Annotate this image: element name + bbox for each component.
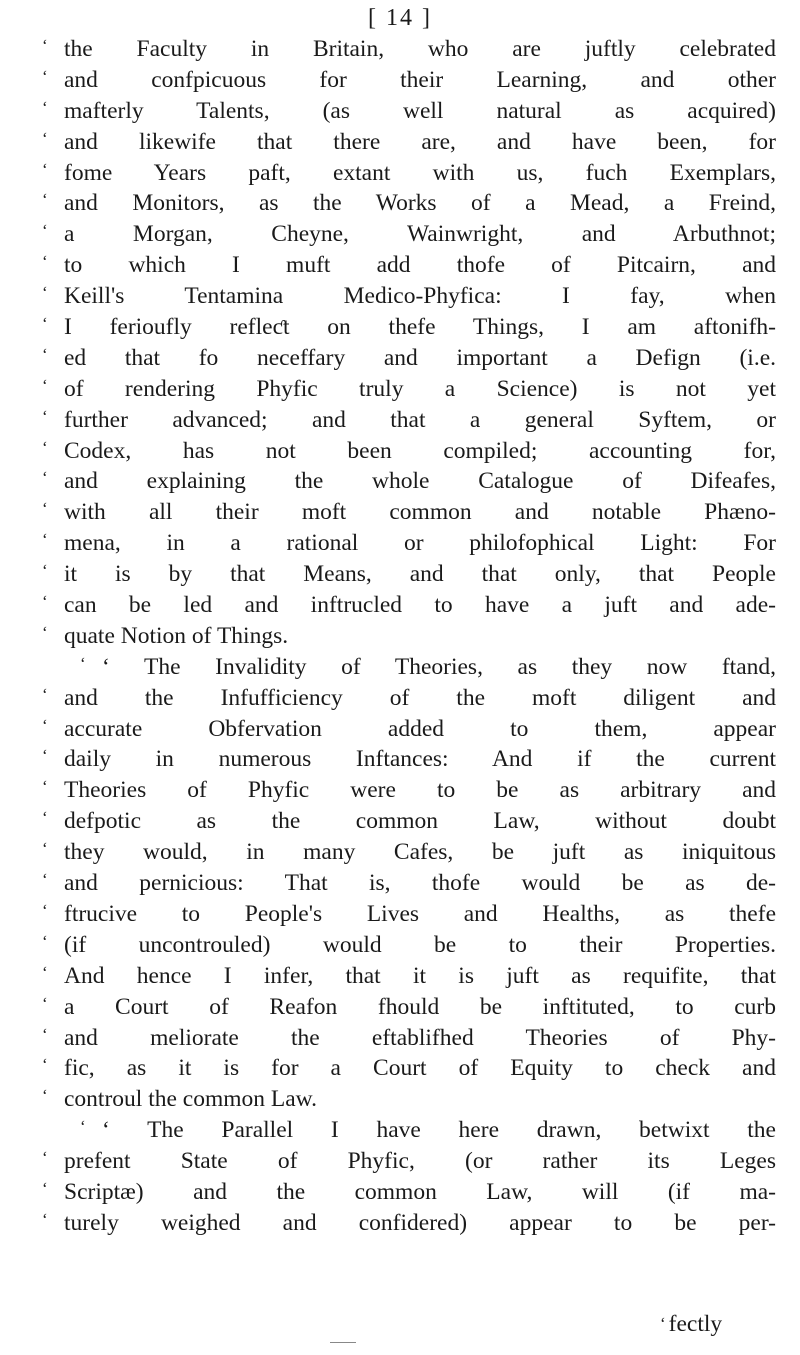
quote-mark: ‘ (80, 653, 86, 673)
text-line (36, 281, 776, 312)
text-line (36, 652, 776, 683)
quote-mark: ‘ (42, 1148, 48, 1168)
text-line (36, 683, 776, 714)
quote-mark: ‘ (42, 36, 48, 55)
text-line (36, 930, 776, 961)
line-text: and likewife that there are, and have been, for (64, 128, 776, 155)
quote-mark: ‘ (42, 97, 48, 117)
line-text: to which I muft add thofe of Pitcairn, and (64, 252, 776, 279)
quote-mark: ‘ (80, 1117, 86, 1137)
catchword (660, 1309, 722, 1339)
text-line (36, 312, 776, 343)
text-line (36, 1084, 776, 1115)
text-line (36, 343, 776, 374)
quote-mark: ‘ (42, 993, 48, 1013)
line-text: fic, as it is for a Court of Equity to check and (64, 1055, 776, 1082)
text-line (36, 1177, 776, 1208)
line-text: Keill's Tentamina Medico-Phyfica: I fay, when (64, 283, 776, 310)
text-line (36, 992, 776, 1023)
bottom-rule (330, 1342, 356, 1343)
quote-mark: ‘ (660, 1314, 666, 1333)
line-text: accurate Obfervation added to them, appear (64, 715, 776, 742)
quote-mark: ‘ (42, 499, 48, 519)
text-line (36, 1146, 776, 1177)
quote-mark: ‘ (42, 468, 48, 488)
quote-mark: ‘ (42, 128, 48, 148)
line-text: (if uncontrouled) would be to their Properties. (64, 931, 776, 958)
line-text: can be led and inftrucled to have a juft and ade- (64, 592, 776, 619)
line-text: mena, in a rational or philofophical Light: For (64, 530, 776, 557)
line-text: mafterly Talents, (as well natural as acquired) (64, 97, 776, 124)
text-line (36, 1023, 776, 1054)
line-text: the Faculty in Britain, who are juftly celebrated (64, 36, 776, 62)
quote-mark: ‘ (42, 283, 48, 303)
text-line (36, 466, 776, 497)
quote-mark: ‘ (42, 684, 48, 704)
line-text: with all their moft common and notable Phæno- (64, 499, 776, 526)
line-text: and pernicious: That is, thofe would be as de- (64, 870, 776, 897)
text-line (36, 1053, 776, 1084)
text-line (36, 374, 776, 405)
text-line (36, 127, 776, 158)
quote-mark: ‘ (42, 931, 48, 951)
quote-mark: ‘ (42, 746, 48, 766)
line-text: ‘ The Parallel I have here drawn, betwixt the (102, 1117, 776, 1144)
line-text: it is by that Means, and that only, that People (64, 561, 776, 588)
quote-mark: ‘ (42, 808, 48, 828)
line-text: daily in numerous Inftances: And if the current (64, 746, 776, 773)
quote-mark: ‘ (42, 344, 48, 364)
line-text: further advanced; and that a general Syftem, or (64, 406, 776, 433)
line-text: Theories of Phyfic were to be as arbitrary and (64, 777, 776, 804)
text-line (36, 250, 776, 281)
quote-mark: ‘ (42, 66, 48, 86)
line-text: Codex, has not been compiled; accounting for, (64, 437, 776, 464)
line-text: and the Infufficiency of the moft diligent and (64, 684, 776, 711)
quote-mark: ‘ (42, 777, 48, 797)
quote-mark: ‘ (42, 221, 48, 241)
text-line (36, 590, 776, 621)
quote-mark: ‘ (42, 715, 48, 735)
quote-mark: ‘ (42, 1024, 48, 1044)
quote-mark: ‘ (42, 437, 48, 457)
line-text: And hence I infer, that it is juft as requifite, that (64, 962, 776, 989)
line-text: controul the common Law. (64, 1086, 317, 1113)
text-line (36, 775, 776, 806)
text-line (36, 219, 776, 250)
text-line (36, 188, 776, 219)
text-line (36, 899, 776, 930)
text-line (36, 806, 776, 837)
quote-mark: ‘ (42, 1209, 48, 1229)
line-text: ed that fo neceffary and important a Defign (i.e. (64, 344, 776, 371)
text-line (36, 65, 776, 96)
line-text: they would, in many Cafes, be juft as iniquitous (64, 839, 776, 866)
text-line (36, 405, 776, 436)
quote-mark: ‘ (42, 900, 48, 920)
line-text: a Court of Reafon fhould be inftituted, to curb (64, 993, 776, 1020)
quote-mark: ‘ (42, 375, 48, 395)
quote-mark: ‘ (42, 870, 48, 890)
line-text: turely weighed and confidered) appear to be per- (64, 1209, 776, 1236)
quote-mark: ‘ (42, 1055, 48, 1075)
text-line (36, 497, 776, 528)
quote-mark: ‘ (42, 406, 48, 426)
quote-mark: ‘ (42, 314, 48, 334)
line-text: and meliorate the eftablifhed Theories of Phy- (64, 1024, 776, 1051)
quote-mark: ‘ (42, 1086, 48, 1106)
text-line (36, 1208, 776, 1239)
quote-mark: ‘ (42, 252, 48, 272)
text-line (36, 868, 776, 899)
line-text: ‘ The Invalidity of Theories, as they now ftand, (102, 653, 776, 680)
catchword-text: fectly (668, 1311, 723, 1337)
line-text: I ferioufly refleƈt on thefe Things, I am aftonifh- (64, 314, 776, 341)
text-line (36, 34, 776, 65)
line-text: of rendering Phyfic truly a Science) is not yet (64, 375, 776, 402)
quote-mark: ‘ (42, 622, 48, 642)
quote-mark: ‘ (42, 839, 48, 859)
quote-mark: ‘ (42, 159, 48, 179)
line-text: and explaining the whole Catalogue of Difeafes, (64, 468, 776, 495)
line-text: and confpicuous for their Learning, and other (64, 66, 776, 93)
quote-mark: ‘ (42, 530, 48, 550)
text-line (36, 96, 776, 127)
quote-mark: ‘ (42, 190, 48, 210)
line-text: fome Years paft, extant with us, fuch Exemplars, (64, 159, 776, 186)
text-line (36, 436, 776, 467)
quote-mark: ‘ (42, 592, 48, 612)
text-line (36, 837, 776, 868)
line-text: and Monitors, as the Works of a Mead, a Freind, (64, 190, 776, 217)
text-line (36, 744, 776, 775)
line-text: a Morgan, Cheyne, Wainwright, and Arbuthnot; (64, 221, 776, 248)
quote-mark: ‘ (42, 1178, 48, 1198)
text-line (36, 528, 776, 559)
body-text (36, 34, 776, 1239)
line-text: quate Notion of Things. (64, 622, 289, 649)
text-line (36, 961, 776, 992)
line-text: ftrucive to People's Lives and Healths, as thefe (64, 900, 776, 927)
quote-mark: ‘ (42, 561, 48, 581)
text-line (36, 1115, 776, 1146)
text-line (36, 559, 776, 590)
page-number: [ 14 ] (368, 5, 432, 31)
line-text: Scriptæ) and the common Law, will (if ma- (64, 1178, 776, 1205)
quote-mark: ‘ (42, 962, 48, 982)
line-text: defpotic as the common Law, without doubt (64, 808, 776, 835)
text-line (36, 621, 776, 652)
text-line (36, 714, 776, 745)
line-text: prefent State of Phyfic, (or rather its Leges (64, 1148, 776, 1175)
text-line (36, 158, 776, 189)
